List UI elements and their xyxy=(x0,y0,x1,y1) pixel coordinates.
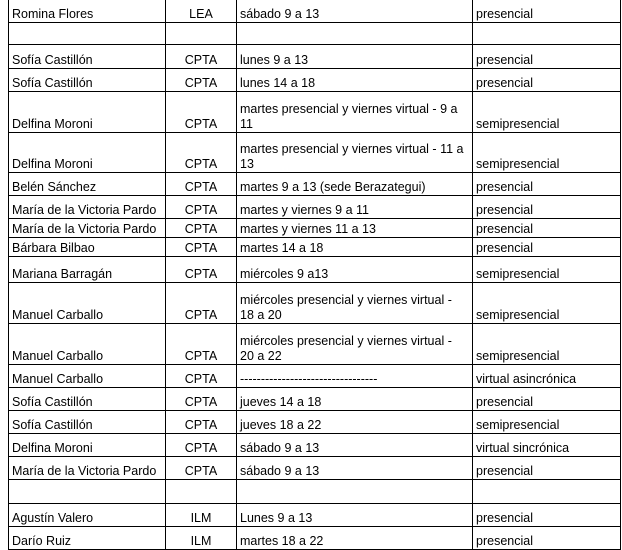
modality-cell: semipresencial xyxy=(473,257,621,283)
instructor-name-cell: Romina Flores xyxy=(9,0,166,23)
table-row xyxy=(9,219,621,238)
instructor-name-cell: Mariana Barragán xyxy=(9,257,166,283)
table-row xyxy=(9,365,621,388)
modality-cell xyxy=(473,480,621,504)
program-cell: CPTA xyxy=(166,457,237,480)
program-cell: CPTA xyxy=(166,219,237,238)
schedule-cell: sábado 9 a 13 xyxy=(237,457,473,480)
table-row xyxy=(9,45,621,69)
modality-cell xyxy=(473,23,621,45)
spacer-row xyxy=(9,23,621,45)
modality-cell: presencial xyxy=(473,196,621,219)
program-cell xyxy=(166,480,237,504)
instructor-name-cell: Darío Ruiz xyxy=(9,527,166,550)
instructor-name-cell: Sofía Castillón xyxy=(9,45,166,69)
schedule-table xyxy=(8,0,621,550)
schedule-cell: martes 9 a 13 (sede Berazategui) xyxy=(237,173,473,196)
table-row xyxy=(9,388,621,411)
instructor-name-cell: María de la Victoria Pardo xyxy=(9,457,166,480)
spacer-row xyxy=(9,480,621,504)
table-row xyxy=(9,527,621,550)
modality-cell: presencial xyxy=(473,69,621,92)
modality-cell: presencial xyxy=(473,219,621,238)
modality-cell: virtual sincrónica xyxy=(473,434,621,457)
instructor-name-cell xyxy=(9,480,166,504)
modality-cell: semipresencial xyxy=(473,324,621,365)
program-cell: CPTA xyxy=(166,173,237,196)
modality-cell: semipresencial xyxy=(473,283,621,324)
table-row xyxy=(9,283,621,324)
program-cell: CPTA xyxy=(166,434,237,457)
program-cell: CPTA xyxy=(166,238,237,257)
instructor-name-cell: María de la Victoria Pardo xyxy=(9,196,166,219)
instructor-name-cell: Agustín Valero xyxy=(9,504,166,527)
modality-cell: presencial xyxy=(473,173,621,196)
table-row xyxy=(9,196,621,219)
modality-cell: presencial xyxy=(473,388,621,411)
modality-cell: virtual asincrónica xyxy=(473,365,621,388)
schedule-cell: martes 14 a 18 xyxy=(237,238,473,257)
schedule-cell: lunes 14 a 18 xyxy=(237,69,473,92)
schedule-cell: sábado 9 a 13 xyxy=(237,434,473,457)
program-cell: CPTA xyxy=(166,388,237,411)
table-row xyxy=(9,257,621,283)
table-row xyxy=(9,0,621,23)
table-row xyxy=(9,434,621,457)
modality-cell: semipresencial xyxy=(473,411,621,434)
table-row xyxy=(9,133,621,173)
modality-cell: presencial xyxy=(473,504,621,527)
program-cell: CPTA xyxy=(166,196,237,219)
modality-cell: presencial xyxy=(473,45,621,69)
table-row xyxy=(9,238,621,257)
instructor-name-cell: Delfina Moroni xyxy=(9,434,166,457)
schedule-cell: miércoles presencial y viernes virtual - 18 a 20 xyxy=(237,283,473,324)
schedule-cell: --------------------------------- xyxy=(237,365,473,388)
schedule-cell: martes y viernes 11 a 13 xyxy=(237,219,473,238)
instructor-name-cell: Manuel Carballo xyxy=(9,365,166,388)
program-cell: CPTA xyxy=(166,365,237,388)
program-cell: CPTA xyxy=(166,283,237,324)
schedule-cell: martes presencial y viernes virtual - 9 a 11 xyxy=(237,92,473,133)
instructor-name-cell: Delfina Moroni xyxy=(9,92,166,133)
table-row xyxy=(9,411,621,434)
schedule-cell: martes y viernes 9 a 11 xyxy=(237,196,473,219)
schedule-cell: sábado 9 a 13 xyxy=(237,0,473,23)
instructor-name-cell: María de la Victoria Pardo xyxy=(9,219,166,238)
instructor-name-cell: Delfina Moroni xyxy=(9,133,166,173)
table-row xyxy=(9,69,621,92)
schedule-cell: miércoles presencial y viernes virtual - 20 a 22 xyxy=(237,324,473,365)
program-cell xyxy=(166,23,237,45)
program-cell: CPTA xyxy=(166,411,237,434)
schedule-cell: miércoles 9 a13 xyxy=(237,257,473,283)
schedule-cell: jueves 14 a 18 xyxy=(237,388,473,411)
instructor-name-cell: Belén Sánchez xyxy=(9,173,166,196)
schedule-cell xyxy=(237,23,473,45)
modality-cell: semipresencial xyxy=(473,133,621,173)
program-cell: CPTA xyxy=(166,92,237,133)
program-cell: ILM xyxy=(166,504,237,527)
program-cell: CPTA xyxy=(166,324,237,365)
modality-cell: presencial xyxy=(473,238,621,257)
program-cell: ILM xyxy=(166,527,237,550)
modality-cell: presencial xyxy=(473,527,621,550)
table-row xyxy=(9,173,621,196)
instructor-name-cell: Manuel Carballo xyxy=(9,283,166,324)
program-cell: CPTA xyxy=(166,257,237,283)
table-row xyxy=(9,324,621,365)
table-row xyxy=(9,457,621,480)
instructor-name-cell: Bárbara Bilbao xyxy=(9,238,166,257)
instructor-name-cell: Sofía Castillón xyxy=(9,388,166,411)
program-cell: LEA xyxy=(166,0,237,23)
modality-cell: semipresencial xyxy=(473,92,621,133)
program-cell: CPTA xyxy=(166,133,237,173)
schedule-cell: martes presencial y viernes virtual - 11 a 13 xyxy=(237,133,473,173)
program-cell: CPTA xyxy=(166,69,237,92)
modality-cell: presencial xyxy=(473,457,621,480)
schedule-cell: lunes 9 a 13 xyxy=(237,45,473,69)
modality-cell: presencial xyxy=(473,0,621,23)
instructor-name-cell xyxy=(9,23,166,45)
schedule-cell: jueves 18 a 22 xyxy=(237,411,473,434)
schedule-cell: martes 18 a 22 xyxy=(237,527,473,550)
instructor-name-cell: Sofía Castillón xyxy=(9,411,166,434)
schedule-cell: Lunes 9 a 13 xyxy=(237,504,473,527)
schedule-cell xyxy=(237,480,473,504)
table-row xyxy=(9,504,621,527)
instructor-name-cell: Manuel Carballo xyxy=(9,324,166,365)
program-cell: CPTA xyxy=(166,45,237,69)
instructor-name-cell: Sofía Castillón xyxy=(9,69,166,92)
table-row xyxy=(9,92,621,133)
